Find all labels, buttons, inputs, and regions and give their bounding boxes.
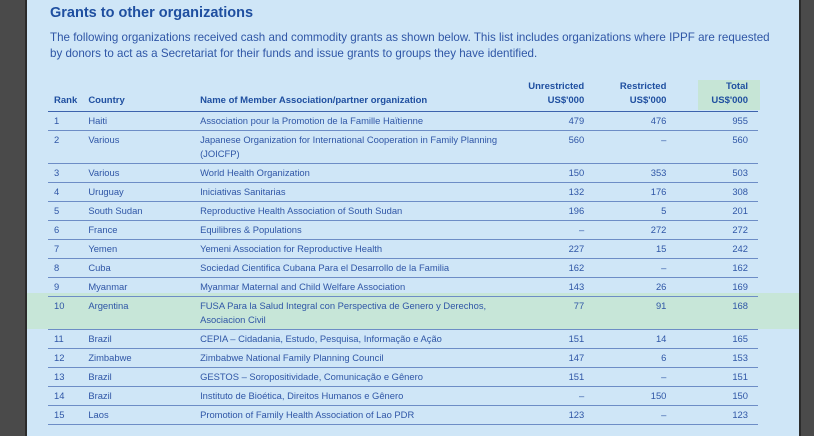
table-row bbox=[48, 259, 758, 278]
cell-country: Zimbabwe bbox=[88, 349, 200, 368]
cell-rank: 13 bbox=[48, 368, 88, 387]
header-restricted bbox=[590, 80, 672, 112]
cell-total: 242 bbox=[672, 240, 758, 259]
cell-rank: 4 bbox=[48, 183, 88, 202]
cell-restricted: – bbox=[590, 131, 672, 164]
cell-country: France bbox=[88, 221, 200, 240]
header-total bbox=[672, 80, 758, 112]
cell-unrestricted: – bbox=[507, 221, 591, 240]
grants-table bbox=[48, 80, 758, 425]
cell-country: Haiti bbox=[88, 112, 200, 131]
section-title: Grants to other organizations bbox=[50, 5, 254, 21]
cell-unrestricted: 123 bbox=[507, 406, 591, 425]
cell-total: 169 bbox=[672, 278, 758, 297]
table-row bbox=[48, 240, 758, 259]
cell-restricted: 5 bbox=[590, 202, 672, 221]
cell-total: 150 bbox=[672, 387, 758, 406]
cell-total: 162 bbox=[672, 259, 758, 278]
cell-unrestricted: 196 bbox=[507, 202, 591, 221]
table-row bbox=[48, 221, 758, 240]
cell-total: 560 bbox=[672, 131, 758, 164]
cell-restricted: 15 bbox=[590, 240, 672, 259]
cell-restricted: 272 bbox=[590, 221, 672, 240]
cell-name: Promotion of Family Health Association of Lao PDR bbox=[200, 406, 507, 425]
cell-name: Reproductive Health Association of South Sudan bbox=[200, 202, 507, 221]
cell-name: Iniciativas Sanitarias bbox=[200, 183, 507, 202]
cell-country: Cuba bbox=[88, 259, 200, 278]
cell-unrestricted: 479 bbox=[507, 112, 591, 131]
header-unrestricted-unit: US$'000 bbox=[547, 95, 585, 106]
cell-total: 151 bbox=[672, 368, 758, 387]
table-row bbox=[48, 297, 758, 330]
cell-restricted: 26 bbox=[590, 278, 672, 297]
cell-total: 165 bbox=[672, 330, 758, 349]
cell-total: 308 bbox=[672, 183, 758, 202]
cell-name: World Health Organization bbox=[200, 164, 507, 183]
cell-name: Yemeni Association for Reproductive Health bbox=[200, 240, 507, 259]
cell-unrestricted: 132 bbox=[507, 183, 591, 202]
cell-total: 503 bbox=[672, 164, 758, 183]
table-row bbox=[48, 406, 758, 425]
table-row bbox=[48, 368, 758, 387]
cell-country: Laos bbox=[88, 406, 200, 425]
cell-country: Various bbox=[88, 164, 200, 183]
header-name: Name of Member Association/partner organization bbox=[200, 80, 507, 112]
cell-restricted: – bbox=[590, 368, 672, 387]
cell-total: 123 bbox=[672, 406, 758, 425]
table-header-row bbox=[48, 80, 758, 112]
cell-country: Myanmar bbox=[88, 278, 200, 297]
cell-name: FUSA Para la Salud Integral con Perspectiva de Genero y Derechos, Asociacion Civil bbox=[200, 297, 507, 330]
cell-total: 201 bbox=[672, 202, 758, 221]
cell-rank: 8 bbox=[48, 259, 88, 278]
cell-rank: 10 bbox=[48, 297, 88, 330]
cell-country: Various bbox=[88, 131, 200, 164]
document-page bbox=[25, 0, 801, 436]
cell-restricted: 14 bbox=[590, 330, 672, 349]
cell-unrestricted: 147 bbox=[507, 349, 591, 368]
cell-rank: 2 bbox=[48, 131, 88, 164]
cell-country: Uruguay bbox=[88, 183, 200, 202]
header-restricted-unit: US$'000 bbox=[629, 95, 667, 106]
cell-unrestricted: 162 bbox=[507, 259, 591, 278]
header-total-unit: US$'000 bbox=[711, 95, 748, 106]
cell-total: 272 bbox=[672, 221, 758, 240]
cell-unrestricted: 151 bbox=[507, 368, 591, 387]
cell-rank: 9 bbox=[48, 278, 88, 297]
table-row bbox=[48, 112, 758, 131]
cell-total: 168 bbox=[672, 297, 758, 330]
cell-country: Brazil bbox=[88, 330, 200, 349]
cell-unrestricted: 560 bbox=[507, 131, 591, 164]
cell-unrestricted: 227 bbox=[507, 240, 591, 259]
table-row bbox=[48, 278, 758, 297]
cell-restricted: – bbox=[590, 406, 672, 425]
cell-rank: 15 bbox=[48, 406, 88, 425]
cell-total: 955 bbox=[672, 112, 758, 131]
cell-restricted: 476 bbox=[590, 112, 672, 131]
cell-restricted: 176 bbox=[590, 183, 672, 202]
cell-rank: 12 bbox=[48, 349, 88, 368]
cell-country: Argentina bbox=[88, 297, 200, 330]
header-unrestricted bbox=[507, 80, 591, 112]
header-total-label: Total bbox=[726, 81, 748, 92]
cell-country: Brazil bbox=[88, 368, 200, 387]
cell-rank: 1 bbox=[48, 112, 88, 131]
cell-rank: 6 bbox=[48, 221, 88, 240]
cell-name: CEPIA – Cidadania, Estudo, Pesquisa, Informação e Ação bbox=[200, 330, 507, 349]
cell-name: Japanese Organization for International Cooperation in Family Planning (JOICFP) bbox=[200, 131, 507, 164]
table-row bbox=[48, 349, 758, 368]
cell-name: Equilibres & Populations bbox=[200, 221, 507, 240]
cell-unrestricted: 143 bbox=[507, 278, 591, 297]
cell-unrestricted: 77 bbox=[507, 297, 591, 330]
header-rank: Rank bbox=[48, 80, 88, 112]
cell-country: South Sudan bbox=[88, 202, 200, 221]
cell-rank: 3 bbox=[48, 164, 88, 183]
cell-country: Brazil bbox=[88, 387, 200, 406]
cell-rank: 5 bbox=[48, 202, 88, 221]
cell-restricted: 6 bbox=[590, 349, 672, 368]
cell-name: Association pour la Promotion de la Famille Haïtienne bbox=[200, 112, 507, 131]
cell-name: GESTOS – Soropositividade, Comunicação e Gênero bbox=[200, 368, 507, 387]
header-restricted-label: Restricted bbox=[619, 81, 667, 92]
cell-rank: 7 bbox=[48, 240, 88, 259]
cell-rank: 14 bbox=[48, 387, 88, 406]
cell-name: Instituto de Bioética, Direitos Humanos e Gênero bbox=[200, 387, 507, 406]
table-row bbox=[48, 183, 758, 202]
cell-country: Yemen bbox=[88, 240, 200, 259]
cell-unrestricted: 150 bbox=[507, 164, 591, 183]
cell-rank: 11 bbox=[48, 330, 88, 349]
cell-name: Myanmar Maternal and Child Welfare Association bbox=[200, 278, 507, 297]
intro-paragraph: The following organizations received cash and commodity grants as shown below. This list includes organizations where IPPF are requested by donors to act as a Secretariat for their funds and issue grants to groups they have identified. bbox=[50, 31, 770, 60]
cell-restricted: 353 bbox=[590, 164, 672, 183]
cell-unrestricted: 151 bbox=[507, 330, 591, 349]
cell-unrestricted: – bbox=[507, 387, 591, 406]
cell-total: 153 bbox=[672, 349, 758, 368]
table-row bbox=[48, 131, 758, 164]
table-row bbox=[48, 202, 758, 221]
cell-restricted: 150 bbox=[590, 387, 672, 406]
cell-name: Zimbabwe National Family Planning Council bbox=[200, 349, 507, 368]
cell-restricted: – bbox=[590, 259, 672, 278]
table-row bbox=[48, 387, 758, 406]
header-country: Country bbox=[88, 80, 200, 112]
cell-restricted: 91 bbox=[590, 297, 672, 330]
header-unrestricted-label: Unrestricted bbox=[528, 81, 585, 92]
table-row bbox=[48, 164, 758, 183]
cell-name: Sociedad Cientifica Cubana Para el Desarrollo de la Familia bbox=[200, 259, 507, 278]
table-row bbox=[48, 330, 758, 349]
